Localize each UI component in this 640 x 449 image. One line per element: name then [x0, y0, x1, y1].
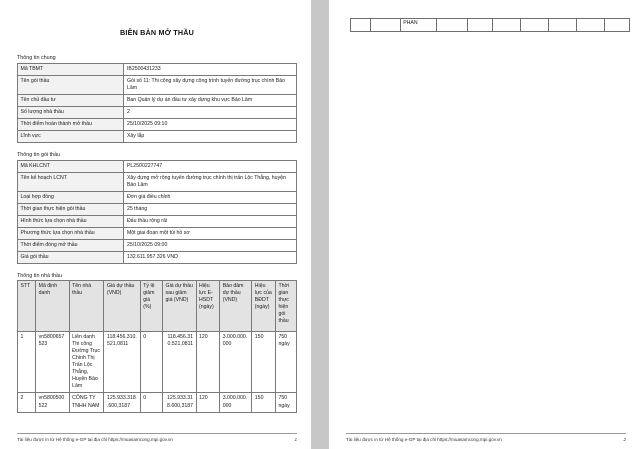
- cell-bao-dam-du-thau: 3.000.000.000: [220, 332, 252, 393]
- continued-cell: [604, 19, 629, 32]
- table-row: [18, 239, 297, 251]
- field-label: Giá gói thầu: [18, 251, 124, 263]
- field-value: Một giai đoạn một túi hồ sơ: [124, 227, 297, 239]
- table-row: [18, 63, 297, 75]
- cell-gia-du-thau: 125.933.318.600,3187: [104, 393, 140, 412]
- cell-thoi-gian-thuc-hien: 750 ngày: [276, 332, 297, 393]
- field-value: Đấu thầu rộng rãi: [124, 215, 297, 227]
- document-page-1: [0, 0, 311, 449]
- field-label: Số lượng nhà thầu: [18, 106, 124, 118]
- section-label-bidder-info: Thông tin nhà thầu: [17, 272, 62, 279]
- cell-ma-dinh-danh: vn5800500522: [36, 393, 69, 412]
- footer-source-text: Tài liệu được in từ Hệ thống e-GP tại địa chỉ https://muasamcong.mpi.gov.vn: [17, 437, 173, 442]
- table-row: [18, 215, 297, 227]
- field-label: Tên gói thầu: [18, 75, 124, 94]
- column-header-ten-nha-thau: Tên nhà thầu: [69, 281, 104, 332]
- field-label: Mã TBMT: [18, 63, 124, 75]
- field-value: 25/10/2025 09:00: [124, 239, 297, 251]
- field-label: Thời điểm đóng mở thầu: [18, 239, 124, 251]
- continued-cell: [370, 19, 401, 32]
- field-value: 132.611.957.326 VND: [124, 251, 297, 263]
- field-value: 25 tháng: [124, 203, 297, 215]
- cell-gia-du-thau: 118.456.310.521,0811: [104, 332, 140, 393]
- field-value: Xây dựng mở rộng tuyến đường trục chính thị trấn Lộc Thắng, huyện Bảo Lâm: [124, 172, 297, 191]
- page-footer: [17, 433, 297, 442]
- section-bidder-info: [17, 273, 297, 413]
- cell-ten-nha-thau: Liên danh Thi công Đường Trục Chính Thị Trấn Lộc Thắng, Huyện Bảo Lâm: [69, 332, 104, 393]
- continued-cell: [437, 19, 468, 32]
- footer-source-text: Tài liệu được in từ Hệ thống e-GP tại địa chỉ https://muasamcong.mpi.gov.vn: [346, 437, 502, 442]
- table-row: [18, 118, 297, 130]
- column-header-ty-le-giam-gia: Tỷ lệ giảm giá (%): [140, 281, 162, 332]
- field-value: Đơn giá điều chỉnh: [124, 191, 297, 203]
- table-header-row: [18, 281, 297, 332]
- bidder-info-table: [17, 280, 297, 412]
- cell-ty-le-giam-gia: 0: [140, 332, 162, 393]
- continued-cell: [351, 19, 371, 32]
- field-value: IB2500431233: [124, 63, 297, 75]
- section-package-info: [17, 152, 297, 264]
- cell-stt: 1: [18, 332, 36, 393]
- field-label: Tên chủ đầu tư: [18, 94, 124, 106]
- field-label: Hình thức lựa chọn nhà thầu: [18, 215, 124, 227]
- field-value: Ban Quản lý dự án đầu tư xây dựng khu vực Bảo Lâm: [124, 94, 297, 106]
- cell-thoi-gian-thuc-hien: 750 ngày: [276, 393, 297, 412]
- column-header-hieu-luc-hsdt: Hiệu lực E-HSDT (ngày): [196, 281, 220, 332]
- page-number: 2: [623, 437, 626, 442]
- table-row: [18, 332, 297, 393]
- cell-gia-sau-giam-gia: 125.933.318.600,3187: [163, 393, 196, 412]
- field-label: Loại hợp đồng: [18, 191, 124, 203]
- section-general-info: [17, 55, 297, 143]
- page-number: 1: [294, 437, 297, 442]
- field-value: Xây lắp: [124, 130, 297, 142]
- continued-table: [350, 18, 630, 32]
- document-page-2: [329, 0, 640, 449]
- column-header-thoi-gian-thuc-hien: Thời gian thực hiện gói thầu: [276, 281, 297, 332]
- field-label: Lĩnh vực: [18, 130, 124, 142]
- package-info-table: [17, 160, 297, 264]
- cell-bao-dam-du-thau: 3.000.000.000: [220, 393, 252, 412]
- field-label: Phương thức lựa chọn nhà thầu: [18, 227, 124, 239]
- table-row: [18, 203, 297, 215]
- table-row: [18, 75, 297, 94]
- table-row: [18, 251, 297, 263]
- cell-stt: 2: [18, 393, 36, 412]
- table-row: [18, 227, 297, 239]
- column-header-stt: STT: [18, 281, 36, 332]
- cell-gia-sau-giam-gia: 118.456.310.521,0811: [163, 332, 196, 393]
- cell-hieu-luc-hsdt: 120: [196, 332, 220, 393]
- cell-ten-nha-thau: CÔNG TY TNHH NAM: [69, 393, 104, 412]
- table-row: [18, 172, 297, 191]
- cell-ty-le-giam-gia: 0: [140, 393, 162, 412]
- field-label: Thời gian thực hiện gói thầu: [18, 203, 124, 215]
- field-label: Tên kế hoạch LCNT: [18, 172, 124, 191]
- column-header-hieu-luc-bddt: Hiệu lực của BĐDT (ngày): [252, 281, 276, 332]
- column-header-gia-sau-giam-gia: Giá dự thầu sau giảm giá (VND): [163, 281, 196, 332]
- field-value: Gói số 11: Thi công xây dựng công trình tuyến đường trục chính Bảo Lâm: [124, 75, 297, 94]
- table-row: [18, 106, 297, 118]
- page-title: BIÊN BẢN MỞ THẦU: [119, 28, 194, 37]
- field-value: PL2500227747: [124, 160, 297, 172]
- page-footer: [346, 433, 626, 442]
- field-label: Mã KHLCNT: [18, 160, 124, 172]
- cell-hieu-luc-hsdt: 120: [196, 393, 220, 412]
- table-row: [18, 94, 297, 106]
- continued-cell: [576, 19, 604, 32]
- continued-cell: [493, 19, 521, 32]
- page-gap-divider: [311, 0, 329, 449]
- section-label-general-info: Thông tin chung: [17, 55, 56, 61]
- column-header-bao-dam-du-thau: Bảo đảm dự thầu (VND): [220, 281, 252, 332]
- continued-cell: [468, 19, 493, 32]
- cell-hieu-luc-bddt: 150: [252, 332, 276, 393]
- table-row: [18, 160, 297, 172]
- general-info-table: [17, 63, 297, 143]
- table-row: [18, 130, 297, 142]
- continued-cell: [521, 19, 549, 32]
- cell-ma-dinh-danh: vn5800657523: [36, 332, 69, 393]
- continued-cell: PHAN: [401, 19, 437, 32]
- column-header-gia-du-thau: Giá dự thầu (VND): [104, 281, 140, 332]
- field-value: 2: [124, 106, 297, 118]
- column-header-ma-dinh-danh: Mã định danh: [36, 281, 69, 332]
- field-label: Thời điểm hoàn thành mở thầu: [18, 118, 124, 130]
- continued-cell: [549, 19, 577, 32]
- table-row: [18, 191, 297, 203]
- field-value: 25/10/2025 09:10: [124, 118, 297, 130]
- table-row: [351, 19, 630, 32]
- cell-hieu-luc-bddt: 150: [252, 393, 276, 412]
- table-row: [18, 393, 297, 412]
- section-label-package-info: Thông tin gói thầu: [17, 151, 61, 158]
